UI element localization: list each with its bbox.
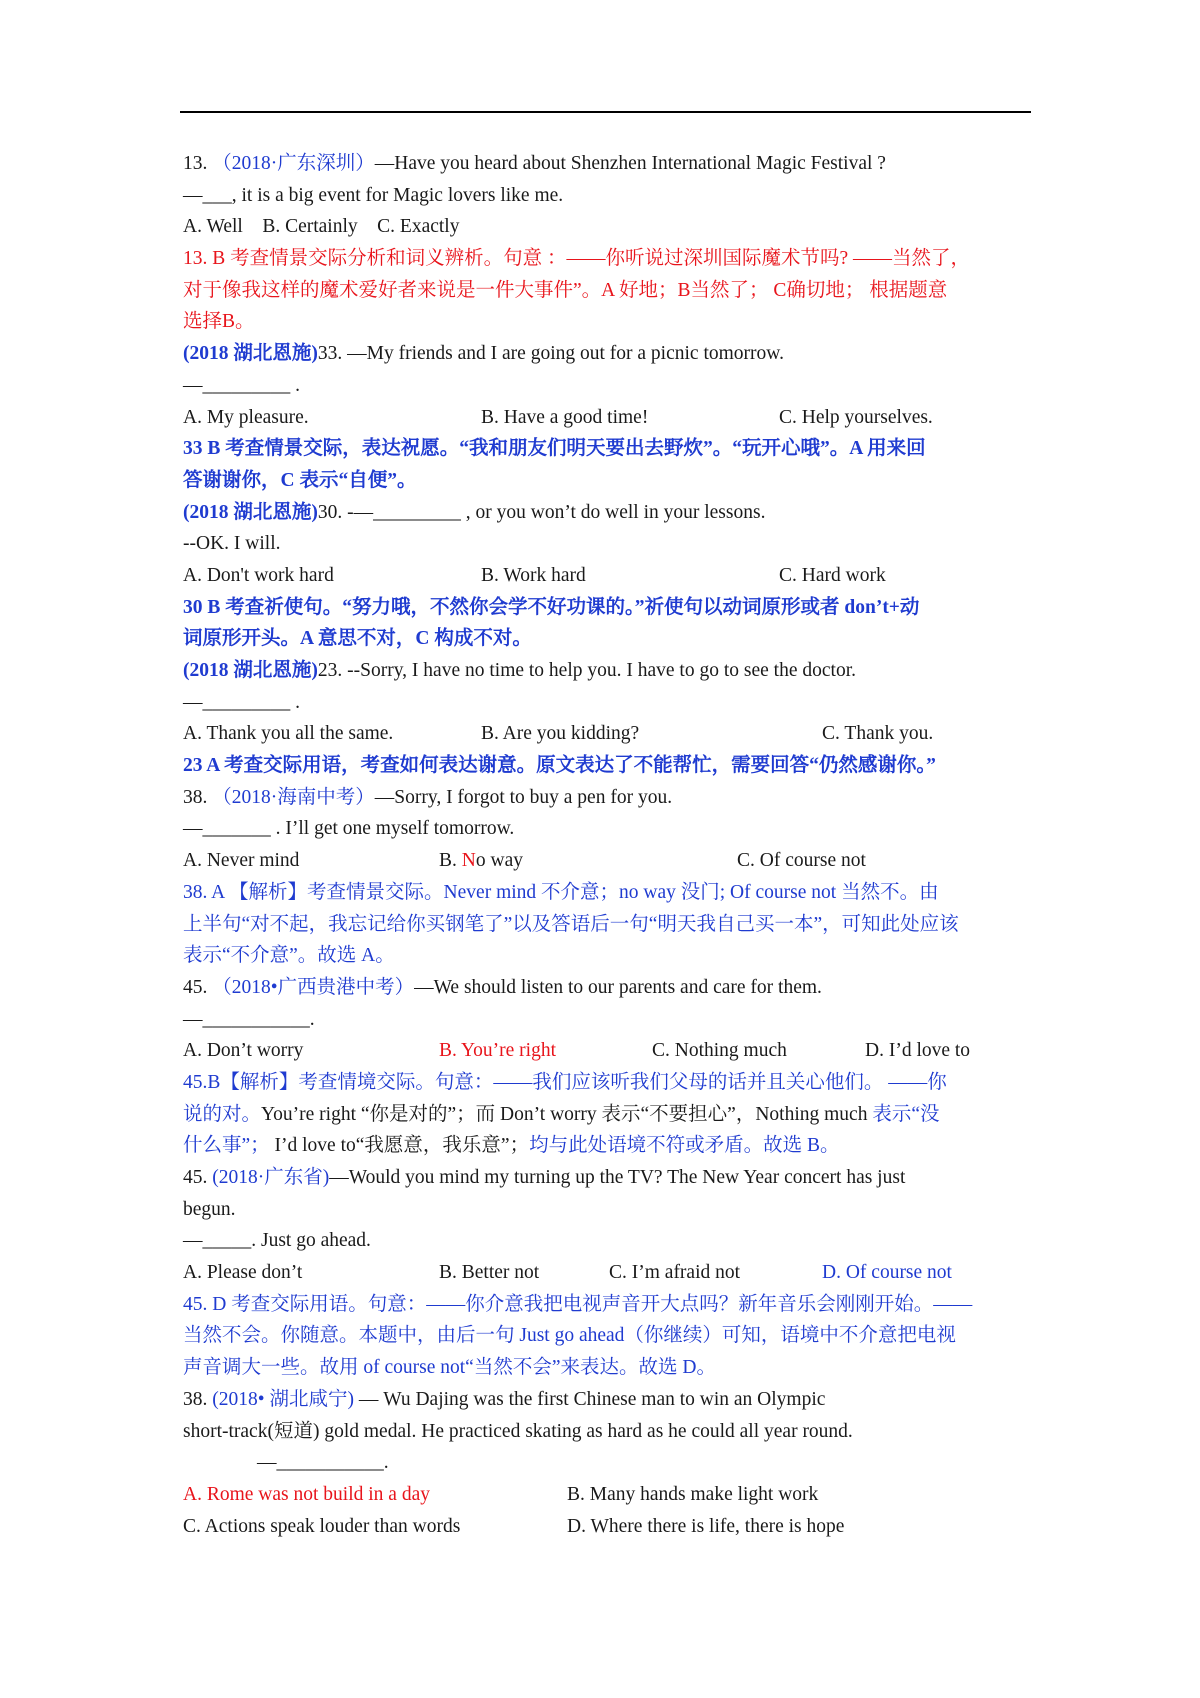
answer-45b-line-1: 45. D 考查交际用语。句意：——你介意我把电视声音开大点吗？新年音乐会刚刚开始。——: [183, 1293, 973, 1315]
answer-30-line-1: 30 B 考查祈使句。“努力哦，不然你会学不好功课的。”祈使句以动词原形或者 don’t+动: [183, 596, 920, 618]
answer-45b-line-2: 当然不会。你随意。本题中，由后一句 Just go ahead（你继续）可知，语境中不介意把电视: [183, 1325, 956, 1347]
question-45b-stem-2: begun.: [183, 1198, 236, 1220]
question-45b-reply: —_____. Just go ahead.: [183, 1230, 371, 1252]
question-33-reply: —_________ .: [183, 374, 300, 396]
question-45b-stem: 45. (2018·广东省)—Would you mind my turning up the TV? The New Year concert has just: [183, 1167, 906, 1188]
question-38b-options-cd: C. Actions speak louder than words D. Where there is life, there is hope: [183, 1515, 845, 1537]
question-23-reply: —_________ .: [183, 691, 300, 713]
question-45b-options: A. Please don’t B. Better not C. I’m afraid not D. Of course not: [183, 1262, 952, 1284]
answer-13-line-3: 选择B。: [183, 311, 255, 333]
question-13-options: A. Well B. Certainly C. Exactly: [183, 216, 460, 238]
question-38a-options: A. Never mind B. No way C. Of course not: [183, 845, 1029, 877]
question-13-reply: —___, it is a big event for Magic lovers like me.: [183, 184, 564, 206]
header-rule: [180, 111, 1031, 113]
answer-30-line-2: 词原形开头。A 意思不对，C 构成不对。: [183, 628, 532, 650]
answer-45a-line-2: 说的对。You’re right “你是对的”；而 Don’t worry 表示“不要担心”，Nothing much 表示“没: [183, 1103, 940, 1125]
question-33-stem: (2018 湖北恩施)33. —My friends and I are going out for a picnic tomorrow.: [183, 343, 784, 365]
answer-38a-line-1: 38. A 【解析】考查情景交际。Never mind 不介意；no way 没门; Of course not 当然不。由: [183, 881, 939, 903]
exercise-content: [183, 148, 1029, 1542]
answer-38a-line-3: 表示“不介意”。故选 A。: [183, 945, 395, 967]
question-30-options: A. Don't work hard B. Work hard C. Hard work: [183, 564, 886, 586]
answer-33-line-2: 答谢谢你，C 表示“自便”。: [183, 469, 417, 491]
question-45a-options: A. Don’t worry B. You’re right C. Nothing much D. I’d love to: [183, 1040, 971, 1062]
question-38b-reply: —___________.: [257, 1452, 389, 1474]
answer-13-line-1: 13. B 考查情景交际分析和词义辨析。句意 ：——你听说过深圳国际魔术节吗? ——当然了，: [183, 248, 971, 270]
answer-45a-line-1: 45.B【解析】考查情境交际。句意：——我们应该听我们父母的话并且关心他们。 ——你: [183, 1071, 947, 1093]
question-38b-stem: 38. (2018• 湖北咸宁) — Wu Dajing was the first Chinese man to win an Olympic: [183, 1388, 826, 1410]
question-30-stem: (2018 湖北恩施)30. -—_________ , or you won’t do well in your lessons.: [183, 501, 766, 523]
answer-38a-line-2: 上半句“对不起，我忘记给你买钢笔了”以及答语后一句“明天我自己买一本”，可知此处应该: [183, 913, 959, 935]
question-38b-options-ab: A. Rome was not build in a day B. Many hands make light work: [183, 1483, 819, 1505]
question-38a-reply: —_______ . I’ll get one myself tomorrow.: [183, 818, 515, 840]
question-45a-stem: 45. （2018•广西贵港中考）—We should listen to our parents and care for them.: [183, 976, 822, 998]
answer-13-line-2: 对于像我这样的魔术爱好者来说是一件大事件”。A 好地；B当然了； C确切地； 根据题意: [183, 279, 948, 301]
answer-45a-line-3: 什么事”； I’d love to“我愿意，我乐意”；均与此处语境不符或矛盾。故选 B。: [183, 1135, 840, 1157]
question-13-stem: 13. （2018·广东深圳）—Have you heard about Shenzhen International Magic Festival ?: [183, 153, 886, 174]
question-30-reply: --OK. I will.: [183, 533, 281, 555]
question-23-stem: (2018 湖北恩施)23. --Sorry, I have no time to help you. I have to go to see the doctor.: [183, 660, 856, 681]
question-23-options: A. Thank you all the same. B. Are you kidding? C. Thank you.: [183, 723, 934, 745]
question-38b-stem-2: short-track(短道) gold medal. He practiced skating as hard as he could all year round.: [183, 1420, 853, 1442]
answer-33-line-1: 33 B 考查情景交际，表达祝愿。“我和朋友们明天要出去野炊”。“玩开心哦”。A 用来回: [183, 438, 926, 460]
answer-23-line-1: 23 A 考查交际用语，考查如何表达谢意。原文表达了不能帮忙，需要回答“仍然感谢你。”: [183, 755, 936, 777]
question-45a-reply: —___________.: [183, 1008, 315, 1030]
answer-45b-line-3: 声音调大一些。故用 of course not“当然不会”来表达。故选 D。: [183, 1357, 716, 1379]
question-33-options: A. My pleasure. B. Have a good time! C. Help yourselves.: [183, 406, 933, 428]
option-b: B. No way: [439, 850, 523, 872]
question-38a-stem: 38. （2018·海南中考）—Sorry, I forgot to buy a pen for you.: [183, 786, 673, 808]
